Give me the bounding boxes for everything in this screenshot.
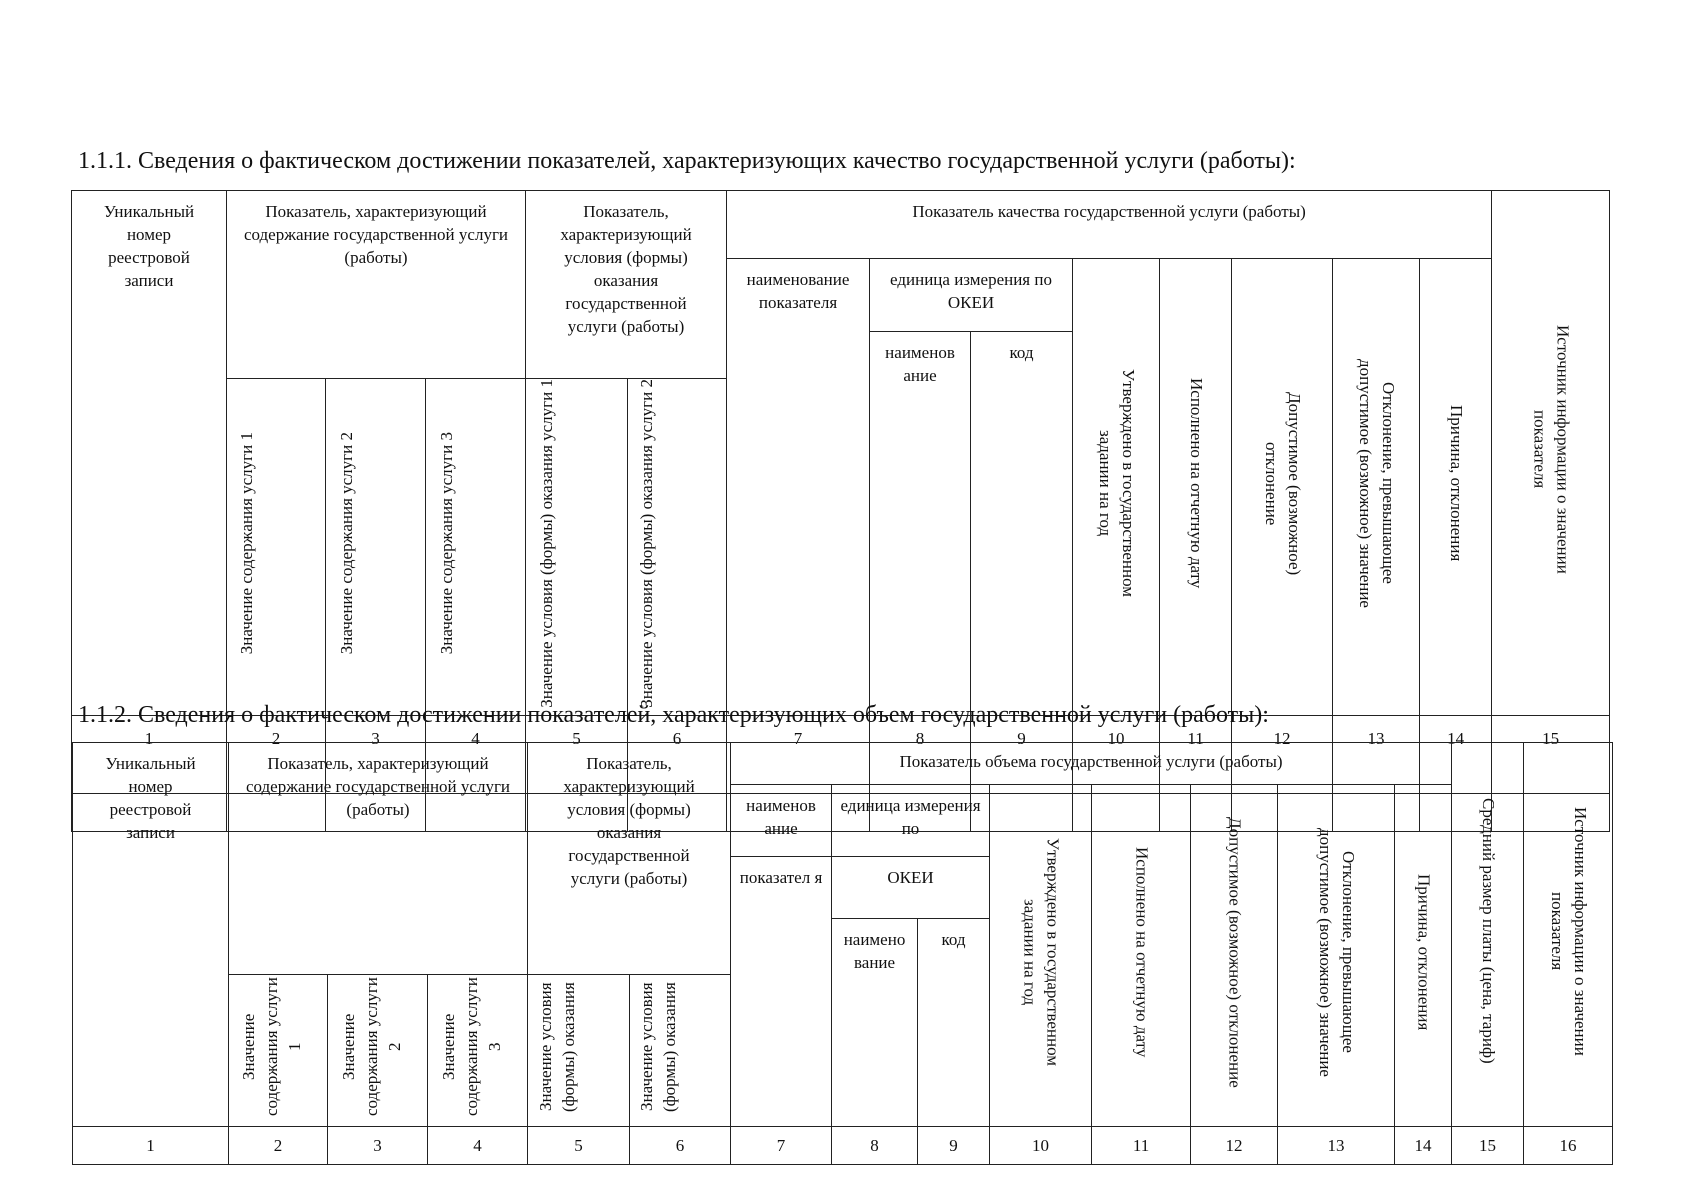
header-volume-indicator: Показатель объема государственной услуги (работы) <box>731 743 1452 785</box>
column-number: 1 <box>72 715 227 793</box>
column-number: 13 <box>1278 1127 1395 1165</box>
section-heading-quality: 1.1.1. Сведения о фактическом достижении показателей, характеризующих качество государственной услуги (работы): <box>78 148 1296 174</box>
column-number: 12 <box>1232 715 1333 793</box>
column-number: 5 <box>526 715 628 793</box>
header-allowed-deviation: Допустимое (возможное) отклонение <box>1262 391 1304 575</box>
quality-indicators-table <box>71 190 1610 832</box>
header-content-value-3: Значение содержания услуги 3 <box>438 977 504 1117</box>
column-number: 14 <box>1420 715 1492 793</box>
column-number: 7 <box>731 1127 832 1165</box>
header-source: Источник информации о значении показателя <box>1530 324 1573 574</box>
header-reason: Причина, отклонения <box>1414 873 1434 1031</box>
header-unique-number: Уникальный номер реестровой записи <box>73 743 229 1127</box>
column-number: 16 <box>1524 1127 1613 1165</box>
header-executed: Исполнено на отчетную дату <box>1132 846 1152 1058</box>
header-unit-top: единица измерения по <box>832 785 990 857</box>
column-number: 8 <box>832 1127 918 1165</box>
column-number: 1 <box>73 1127 229 1165</box>
column-number: 2 <box>229 1127 328 1165</box>
header-approved: Утверждено в государственном задании на год <box>1020 838 1063 1067</box>
column-number: 4 <box>426 715 526 793</box>
header-content-indicator: Показатель, характеризующий содержание государственной услуги (работы) <box>229 743 528 975</box>
header-name-bottom: показател я <box>731 857 832 1127</box>
header-conditions-indicator: Показатель, характеризующий условия (формы) оказания государственной услуги (работы) <box>526 191 727 379</box>
header-quality-indicator: Показатель качества государственной услуги (работы) <box>727 191 1492 259</box>
column-number: 2 <box>227 715 326 793</box>
volume-indicators-table <box>72 742 1613 1165</box>
header-reason: Причина, отклонения <box>1447 405 1467 562</box>
header-average-fee: Средний размер платы (цена, тариф) <box>1479 798 1498 1064</box>
column-number-row <box>73 1127 1613 1165</box>
column-number: 5 <box>528 1127 630 1165</box>
column-number: 8 <box>870 715 971 793</box>
column-number: 6 <box>628 715 727 793</box>
column-number: 9 <box>971 715 1073 793</box>
header-allowed-deviation: Допустимое (возможное) отклонение <box>1225 816 1245 1088</box>
header-condition-value-1: Значение условия (формы) оказания услуги 1 <box>536 379 556 708</box>
header-unit-name: наимено вание <box>832 919 918 1127</box>
header-content-value-2: Значение содержания услуги 2 <box>338 977 404 1117</box>
header-condition-value-1: Значение условия (формы) оказания <box>535 982 578 1112</box>
section-heading-volume: 1.1.2. Сведения о фактическом достижении показателей, характеризующих объем государственной услуги (работы): <box>78 702 1269 728</box>
header-exceeding-deviation: Отклонение, превышающее допустимое (возможное) значение <box>1316 827 1358 1077</box>
header-executed: Исполнено на отчетную дату <box>1186 378 1206 589</box>
column-number: 11 <box>1160 715 1232 793</box>
header-condition-value-2: Значение условия (формы) оказания услуги 2 <box>637 379 656 708</box>
header-unit-code: код <box>971 332 1073 716</box>
header-content-value-3: Значение содержания услуги 3 <box>436 432 456 655</box>
column-number: 12 <box>1191 1127 1278 1165</box>
header-content-value-2: Значение содержания услуги 2 <box>336 432 356 655</box>
header-source: Источник информации о значении показателя <box>1548 806 1590 1056</box>
header-indicator-name: наименование показателя <box>727 259 870 716</box>
header-content-value-1: Значение содержания услуги 1 <box>237 432 256 655</box>
header-unit-name: наименов ание <box>870 332 971 716</box>
column-number: 3 <box>328 1127 428 1165</box>
column-number: 10 <box>1073 715 1160 793</box>
header-condition-value-2: Значение условия (формы) оказания <box>637 982 679 1112</box>
header-content-indicator: Показатель, характеризующий содержание государственной услуги (работы) <box>227 191 526 379</box>
header-exceeding-deviation: Отклонение, превышающее допустимое (возможное) значение <box>1356 358 1398 608</box>
header-unit-code: код <box>918 919 990 1127</box>
column-number: 14 <box>1395 1127 1452 1165</box>
column-number: 11 <box>1092 1127 1191 1165</box>
header-approved: Утверждено в государственном задании на год <box>1096 369 1138 598</box>
header-unique-number: Уникальный номер реестровой записи <box>72 191 227 716</box>
column-number: 7 <box>727 715 870 793</box>
column-number: 4 <box>428 1127 528 1165</box>
header-unit-okei: единица измерения по ОКЕИ <box>870 259 1073 332</box>
column-number: 3 <box>326 715 426 793</box>
header-conditions-indicator: Показатель, характеризующий условия (формы) оказания государственной услуги (работы) <box>528 743 731 975</box>
header-unit-bottom: ОКЕИ <box>832 857 990 919</box>
column-number: 13 <box>1333 715 1420 793</box>
column-number: 15 <box>1492 715 1610 793</box>
column-number: 15 <box>1452 1127 1524 1165</box>
header-content-value-1: Значение содержания услуги 1 <box>239 977 304 1117</box>
column-number: 9 <box>918 1127 990 1165</box>
header-name-top: наименов ание <box>731 785 832 857</box>
column-number: 6 <box>630 1127 731 1165</box>
column-number: 10 <box>990 1127 1092 1165</box>
